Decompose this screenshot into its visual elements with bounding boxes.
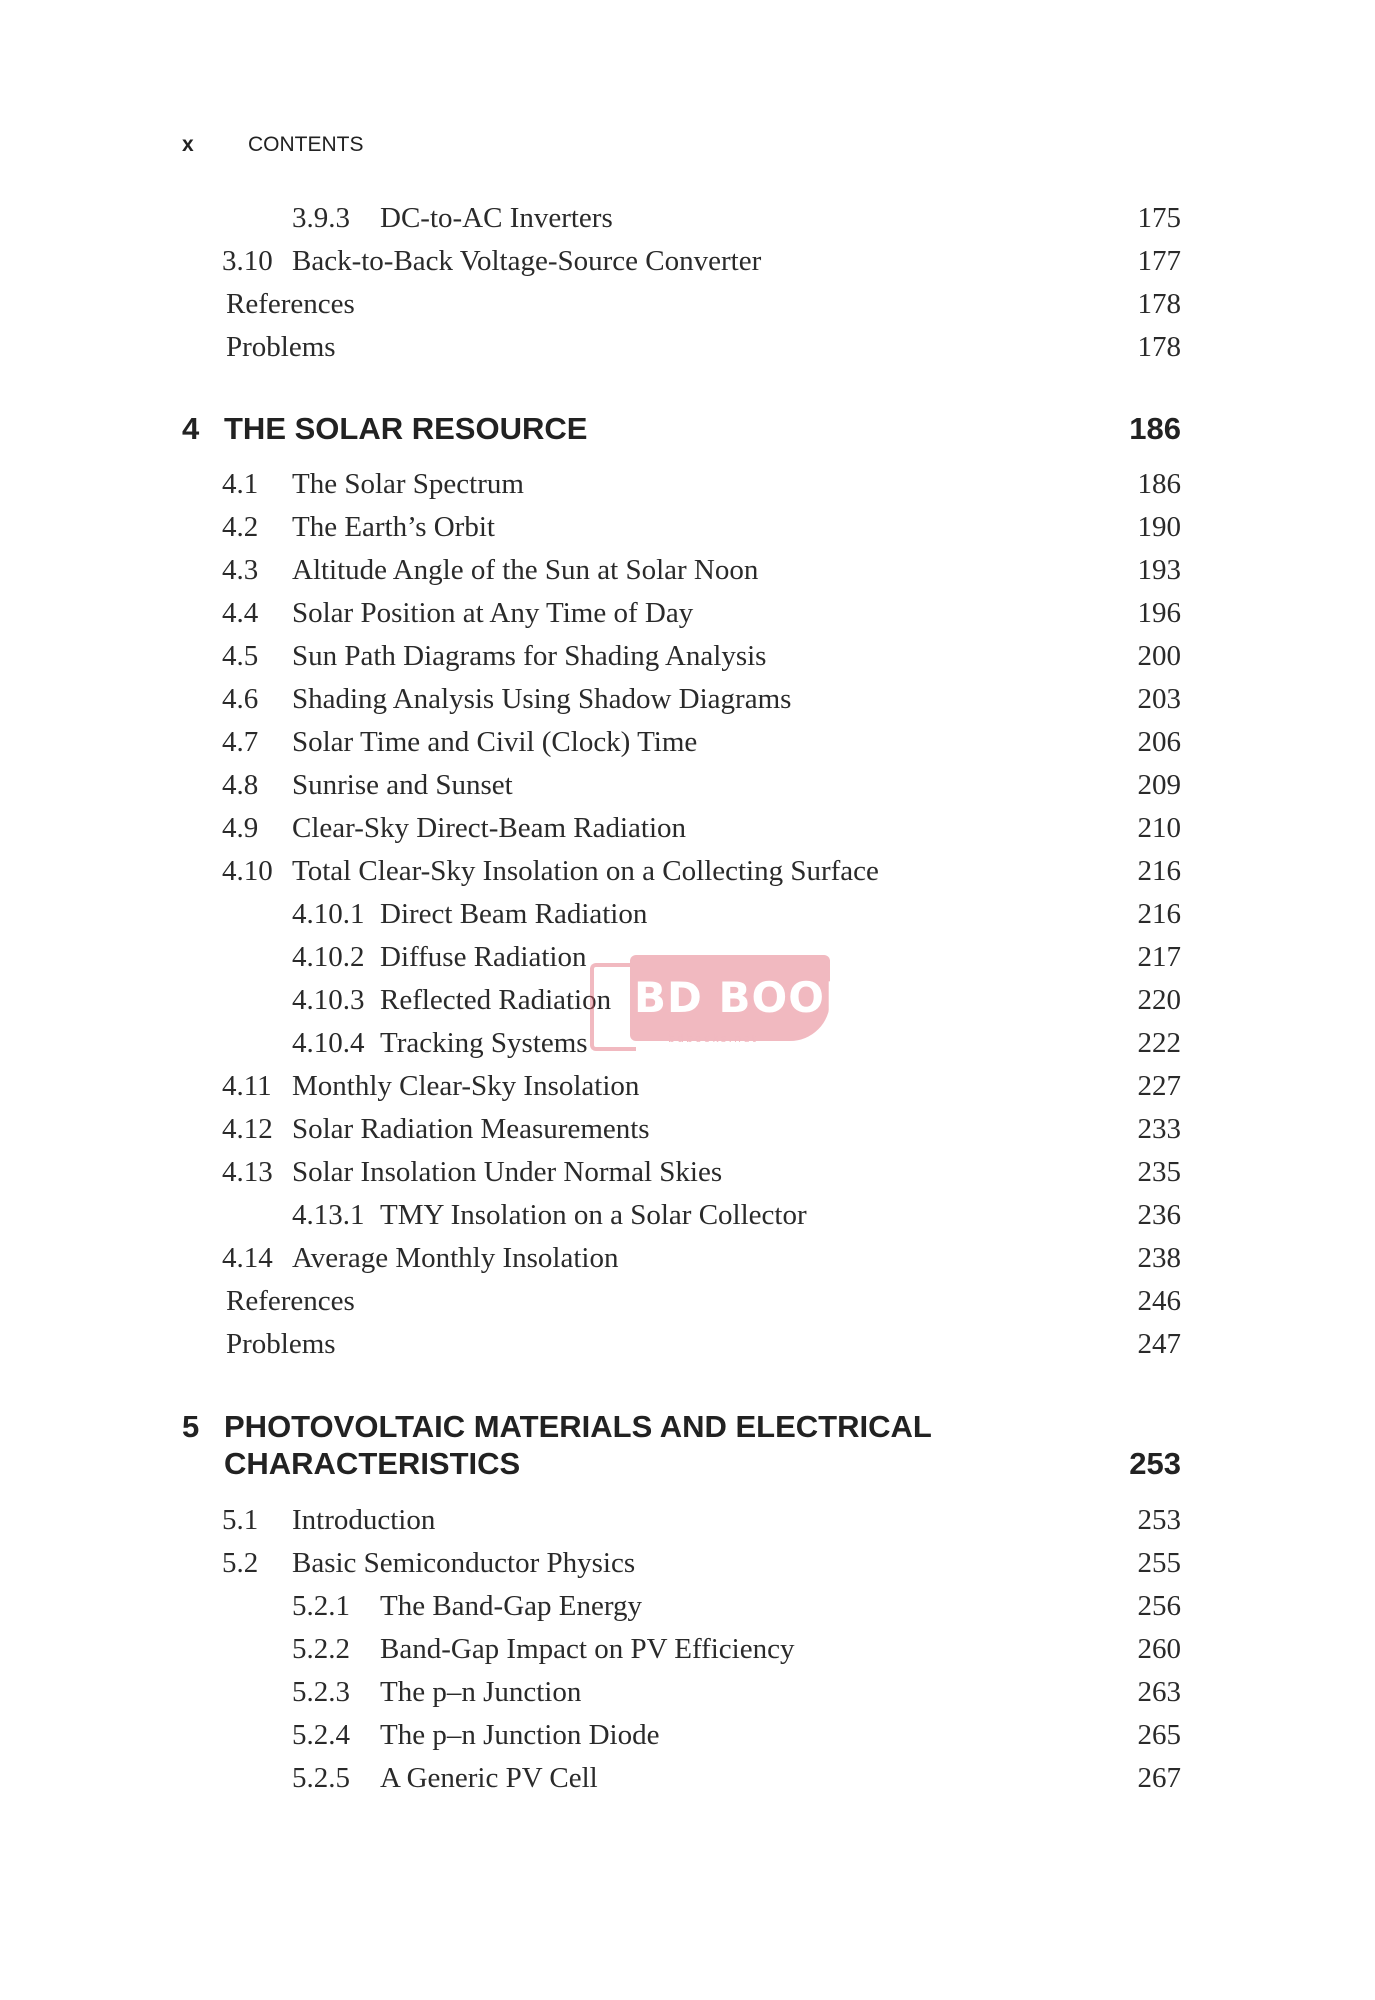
entry-page: 222 bbox=[1137, 1027, 1181, 1059]
entry-title: Problems bbox=[226, 331, 336, 363]
entry-title: Solar Radiation Measurements bbox=[292, 1113, 650, 1145]
entry-title: Solar Time and Civil (Clock) Time bbox=[292, 726, 698, 758]
entry-number: 4.1 bbox=[222, 468, 259, 500]
entry-number: 4.11 bbox=[222, 1070, 272, 1102]
chapter-title: THE SOLAR RESOURCE bbox=[224, 411, 588, 446]
entry-number: 5.2.2 bbox=[292, 1633, 350, 1665]
entry-page: 178 bbox=[1137, 331, 1181, 363]
entry-title: Back-to-Back Voltage-Source Converter bbox=[292, 245, 762, 277]
entry-title: TMY Insolation on a Solar Collector bbox=[380, 1199, 807, 1231]
running-title: CONTENTS bbox=[248, 133, 364, 156]
entry-page: 210 bbox=[1137, 812, 1181, 844]
chapter-title-line2: CHARACTERISTICS bbox=[224, 1446, 521, 1481]
entry-page: 216 bbox=[1137, 898, 1181, 930]
entry-page: 200 bbox=[1137, 640, 1181, 672]
entry-title: References bbox=[226, 1285, 355, 1317]
entry-title: Basic Semiconductor Physics bbox=[292, 1547, 636, 1579]
entry-title: Sunrise and Sunset bbox=[292, 769, 513, 801]
entry-title: Solar Insolation Under Normal Skies bbox=[292, 1156, 723, 1188]
entry-number: 4.4 bbox=[222, 597, 259, 629]
entry-page: 267 bbox=[1137, 1762, 1181, 1794]
entry-number: 4.12 bbox=[222, 1113, 273, 1145]
entry-title: Solar Position at Any Time of Day bbox=[292, 597, 694, 629]
entry-title: Band-Gap Impact on PV Efficiency bbox=[380, 1633, 795, 1665]
entry-number: 4.2 bbox=[222, 511, 259, 543]
entry-title: The Band-Gap Energy bbox=[380, 1590, 642, 1622]
chapter-number: 4 bbox=[182, 411, 200, 446]
entry-number: 4.10 bbox=[222, 855, 273, 887]
entry-number: 5.2.4 bbox=[292, 1719, 350, 1751]
entry-page: 253 bbox=[1137, 1504, 1181, 1536]
watermark-site: bdbooks.net bbox=[668, 1032, 759, 1045]
entry-page: 186 bbox=[1137, 468, 1181, 500]
chapter-title-line1: PHOTOVOLTAIC MATERIALS AND ELECTRICAL bbox=[224, 1409, 932, 1444]
entry-page: 263 bbox=[1137, 1676, 1181, 1708]
entry-page: 236 bbox=[1137, 1199, 1181, 1231]
entry-page: 203 bbox=[1137, 683, 1181, 715]
watermark-brand: BD BOOKS bbox=[634, 973, 890, 1022]
entry-page: 175 bbox=[1137, 202, 1181, 234]
entry-page: 196 bbox=[1137, 597, 1181, 629]
entry-title: Direct Beam Radiation bbox=[380, 898, 648, 930]
entry-number: 4.13 bbox=[222, 1156, 273, 1188]
entry-number: 4.3 bbox=[222, 554, 259, 586]
entry-page: 233 bbox=[1137, 1113, 1181, 1145]
entry-page: 256 bbox=[1137, 1590, 1181, 1622]
entry-number: 3.10 bbox=[222, 245, 273, 277]
entry-title: The p–n Junction bbox=[380, 1676, 582, 1708]
watermark-logo bbox=[590, 955, 890, 1045]
entry-page: 255 bbox=[1137, 1547, 1181, 1579]
entry-title: The Solar Spectrum bbox=[292, 468, 524, 500]
entry-title: Shading Analysis Using Shadow Diagrams bbox=[292, 683, 792, 715]
entry-page: 177 bbox=[1137, 245, 1181, 277]
page-number: x bbox=[182, 133, 194, 156]
entry-title: The p–n Junction Diode bbox=[380, 1719, 660, 1751]
entry-page: 209 bbox=[1137, 769, 1181, 801]
entry-number: 5.1 bbox=[222, 1504, 259, 1536]
entry-page: 220 bbox=[1137, 984, 1181, 1016]
entry-title: Average Monthly Insolation bbox=[292, 1242, 619, 1274]
entry-number: 4.14 bbox=[222, 1242, 273, 1274]
entry-number: 4.10.2 bbox=[292, 941, 365, 973]
entry-title: A Generic PV Cell bbox=[380, 1762, 598, 1794]
entry-page: 246 bbox=[1137, 1285, 1181, 1317]
entry-number: 5.2.1 bbox=[292, 1590, 350, 1622]
chapter-number: 5 bbox=[182, 1409, 200, 1444]
entry-number: 5.2 bbox=[222, 1547, 259, 1579]
entry-number: 4.8 bbox=[222, 769, 259, 801]
entry-number: 4.13.1 bbox=[292, 1199, 365, 1231]
entry-title: Reflected Radiation bbox=[380, 984, 612, 1016]
entry-title: References bbox=[226, 288, 355, 320]
entry-number: 4.10.1 bbox=[292, 898, 365, 930]
entry-title: DC-to-AC Inverters bbox=[380, 202, 613, 234]
entry-title: Clear-Sky Direct-Beam Radiation bbox=[292, 812, 687, 844]
entry-number: 4.7 bbox=[222, 726, 259, 758]
entry-page: 190 bbox=[1137, 511, 1181, 543]
entry-page: 260 bbox=[1137, 1633, 1181, 1665]
entry-number: 5.2.5 bbox=[292, 1762, 350, 1794]
entry-page: 193 bbox=[1137, 554, 1181, 586]
entry-number: 5.2.3 bbox=[292, 1676, 350, 1708]
chapter-page: 253 bbox=[1129, 1446, 1181, 1481]
entry-page: 235 bbox=[1137, 1156, 1181, 1188]
entry-page: 227 bbox=[1137, 1070, 1181, 1102]
entry-number: 4.10.3 bbox=[292, 984, 365, 1016]
entry-page: 265 bbox=[1137, 1719, 1181, 1751]
entry-title: Total Clear-Sky Insolation on a Collecting Surface bbox=[292, 855, 879, 887]
entry-title: Altitude Angle of the Sun at Solar Noon bbox=[292, 554, 759, 586]
entry-title: Sun Path Diagrams for Shading Analysis bbox=[292, 640, 767, 672]
entry-page: 238 bbox=[1137, 1242, 1181, 1274]
entry-title: Introduction bbox=[292, 1504, 436, 1536]
entry-page: 206 bbox=[1137, 726, 1181, 758]
entry-page: 216 bbox=[1137, 855, 1181, 887]
entry-number: 4.10.4 bbox=[292, 1027, 365, 1059]
entry-number: 4.6 bbox=[222, 683, 259, 715]
entry-title: Problems bbox=[226, 1328, 336, 1360]
entry-page: 217 bbox=[1137, 941, 1181, 973]
entry-title: The Earth’s Orbit bbox=[292, 511, 495, 543]
entry-number: 3.9.3 bbox=[292, 202, 350, 234]
entry-title: Tracking Systems bbox=[380, 1027, 588, 1059]
entry-number: 4.5 bbox=[222, 640, 259, 672]
entry-page: 178 bbox=[1137, 288, 1181, 320]
entry-title: Monthly Clear-Sky Insolation bbox=[292, 1070, 640, 1102]
chapter-page: 186 bbox=[1129, 411, 1181, 446]
entry-page: 247 bbox=[1137, 1328, 1181, 1360]
entry-number: 4.9 bbox=[222, 812, 259, 844]
entry-title: Diffuse Radiation bbox=[380, 941, 587, 973]
